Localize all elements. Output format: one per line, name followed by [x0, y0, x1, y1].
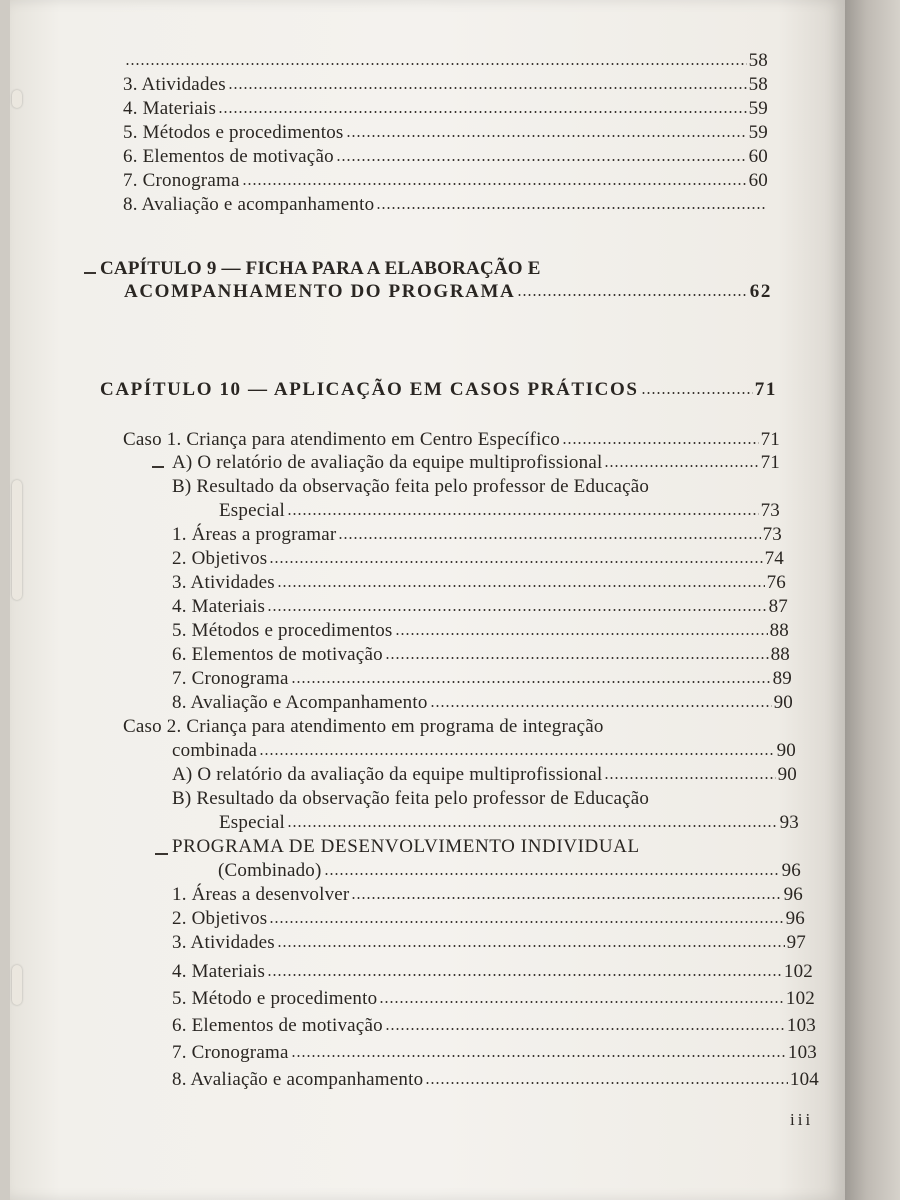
toc-chapter-entry	[124, 280, 772, 304]
toc-page-number: 58	[748, 74, 768, 96]
toc-entry	[172, 931, 806, 955]
leader-dots	[259, 739, 774, 756]
toc-chapter-entry	[100, 378, 777, 402]
toc-entry	[172, 1068, 819, 1092]
toc-entry-label: A) O relatório de avaliação da equipe multiprofissional	[172, 452, 603, 474]
pen-mark	[152, 466, 164, 468]
chapter-9-title-line2: ACOMPANHAMENTO DO PROGRAMA	[124, 281, 516, 303]
toc-page-number: 73	[762, 524, 782, 546]
chapter-9-title-line1: CAPÍTULO 9 — FICHA PARA A ELABORAÇÃO E	[100, 258, 541, 279]
leader-dots	[291, 667, 771, 684]
toc-entry-label: 4. Materiais	[123, 98, 217, 120]
toc-entry-label: B) Resultado da observação feita pelo professor de Educação	[172, 788, 650, 809]
leader-dots	[346, 121, 747, 138]
leader-dots	[287, 499, 759, 516]
leader-dots	[228, 73, 747, 90]
chapter-10-title: CAPÍTULO 10 — APLICAÇÃO EM CASOS PRÁTICOS	[100, 379, 639, 401]
toc-page-number: 90	[776, 740, 796, 762]
toc-entry-label: 4. Materiais	[172, 961, 266, 983]
program-title: PROGRAMA DE DESENVOLVIMENTO INDIVIDUAL	[172, 836, 640, 857]
toc-entry-label: 5. Métodos e procedimentos	[123, 122, 344, 144]
caso-1-label: Caso 1. Criança para atendimento em Centro Específico	[123, 429, 560, 451]
toc-page-number: 62	[749, 281, 772, 303]
toc-entry	[172, 739, 796, 763]
toc-page-number: 59	[748, 98, 768, 120]
toc-entry	[123, 193, 768, 217]
toc-page-number: 76	[766, 572, 786, 594]
toc-page-number: 59	[748, 122, 768, 144]
page-folio: iii	[790, 1110, 814, 1129]
toc-entry	[172, 1014, 816, 1038]
toc-page-number: 73	[760, 500, 780, 522]
leader-dots	[604, 763, 775, 780]
toc-entry-label: 3. Atividades	[123, 74, 226, 96]
toc-entry	[172, 547, 784, 571]
toc-page-number: 60	[748, 146, 768, 168]
toc-entry-label: 8. Avaliação e Acompanhamento	[172, 692, 428, 714]
toc-continuation-line	[123, 49, 768, 73]
leader-dots	[269, 547, 762, 564]
toc-entry	[172, 571, 786, 595]
toc-page-number: 96	[781, 860, 801, 882]
toc-entry-label: Especial	[219, 500, 285, 522]
toc-page-number: 102	[783, 961, 813, 983]
toc-entry-label: A) O relatório da avaliação da equipe multiprofissional	[172, 764, 603, 786]
toc-page-number: 103	[787, 1042, 817, 1064]
toc-entry-label: combinada	[172, 740, 258, 762]
toc-page-number: 97	[786, 932, 806, 954]
toc-page-number: 104	[789, 1069, 819, 1091]
toc-page-number: 89	[772, 668, 792, 690]
toc-entry-label: 1. Áreas a desenvolver	[172, 884, 350, 906]
toc-entry	[172, 619, 789, 643]
toc-entry	[123, 73, 768, 97]
leader-dots	[338, 523, 760, 540]
toc-entry	[172, 907, 805, 931]
toc-entry-label: 2. Objetivos	[172, 548, 268, 570]
leader-dots	[425, 1068, 788, 1085]
toc-page-number: 74	[764, 548, 784, 570]
toc-entry	[172, 595, 788, 619]
toc-entry	[172, 691, 793, 715]
toc-entry	[172, 451, 780, 475]
toc-page-number: 103	[786, 1015, 816, 1037]
toc-page-number: 87	[768, 596, 788, 618]
toc-entry-label: 4. Materiais	[172, 596, 266, 618]
toc-entry-label: 5. Método e procedimento	[172, 988, 378, 1010]
toc-entry-label: 5. Métodos e procedimentos	[172, 620, 393, 642]
toc-entry	[172, 883, 803, 907]
toc-entry	[172, 523, 782, 547]
toc-entry-label: 7. Cronograma	[123, 170, 240, 192]
leader-dots	[395, 619, 768, 636]
leader-dots	[604, 451, 758, 468]
toc-entry-label: (Combinado)	[218, 860, 322, 882]
leader-dots	[385, 643, 769, 660]
toc-entry	[172, 763, 797, 787]
toc-entry-label: 6. Elementos de motivação	[172, 644, 383, 666]
toc-entry	[123, 428, 780, 452]
toc-entry	[218, 859, 801, 883]
leader-dots	[430, 691, 772, 708]
leader-dots	[267, 960, 782, 977]
toc-entry	[172, 987, 815, 1011]
toc-entry	[172, 667, 792, 691]
toc-entry-label: 6. Elementos de motivação	[123, 146, 334, 168]
toc-entry	[123, 121, 768, 145]
toc-page-number: 58	[748, 50, 768, 72]
leader-dots	[267, 595, 766, 612]
leader-dots	[641, 378, 753, 395]
toc-page-number: 88	[770, 644, 790, 666]
pen-mark	[155, 853, 168, 855]
leader-dots	[277, 571, 765, 588]
toc-entry	[219, 499, 780, 523]
leader-dots	[291, 1041, 786, 1058]
toc-entry	[172, 643, 790, 667]
toc-entry-label: 8. Avaliação e acompanhamento	[123, 194, 375, 216]
toc-entry-label: 7. Cronograma	[172, 1042, 289, 1064]
toc-page-number: 88	[769, 620, 789, 642]
leader-dots	[517, 280, 747, 297]
leader-dots	[269, 907, 783, 924]
toc-entry-label: 7. Cronograma	[172, 668, 289, 690]
leader-dots	[351, 883, 781, 900]
toc-entry-label: 3. Atividades	[172, 572, 275, 594]
toc-page-number: 102	[785, 988, 815, 1010]
toc-entry-label: 6. Elementos de motivação	[172, 1015, 383, 1037]
leader-dots	[376, 193, 766, 210]
toc-entry	[172, 960, 813, 984]
toc-page-number: 71	[760, 452, 780, 474]
toc-page-number: 90	[777, 764, 797, 786]
toc-entry-label: Especial	[219, 812, 285, 834]
toc-entry	[123, 169, 768, 193]
toc-entry	[219, 811, 799, 835]
leader-dots	[277, 931, 785, 948]
leader-dots	[324, 859, 780, 876]
toc-entry-label: 8. Avaliação e acompanhamento	[172, 1069, 424, 1091]
pen-mark	[84, 272, 96, 274]
toc-page-number: 60	[748, 170, 768, 192]
toc-entry-label: 3. Atividades	[172, 932, 275, 954]
toc-page-number: 90	[773, 692, 793, 714]
toc-entry	[123, 97, 768, 121]
toc-entry	[123, 145, 768, 169]
toc-entry	[172, 1041, 817, 1065]
toc-page-number: 96	[783, 884, 803, 906]
toc-page-number: 93	[779, 812, 799, 834]
toc-page-number: 71	[754, 379, 777, 401]
leader-dots	[125, 49, 747, 66]
leader-dots	[385, 1014, 785, 1031]
leader-dots	[336, 145, 747, 162]
caso-2-label: Caso 2. Criança para atendimento em programa de integração	[123, 716, 604, 737]
toc-page-number: 71	[760, 429, 780, 451]
toc-entry-label: 1. Áreas a programar	[172, 524, 337, 546]
leader-dots	[562, 428, 759, 445]
toc-entry-label: B) Resultado da observação feita pelo professor de Educação	[172, 476, 650, 497]
leader-dots	[379, 987, 784, 1004]
leader-dots	[242, 169, 747, 186]
toc-page-number: 96	[785, 908, 805, 930]
leader-dots	[287, 811, 778, 828]
leader-dots	[218, 97, 746, 114]
toc-entry-label: 2. Objetivos	[172, 908, 268, 930]
